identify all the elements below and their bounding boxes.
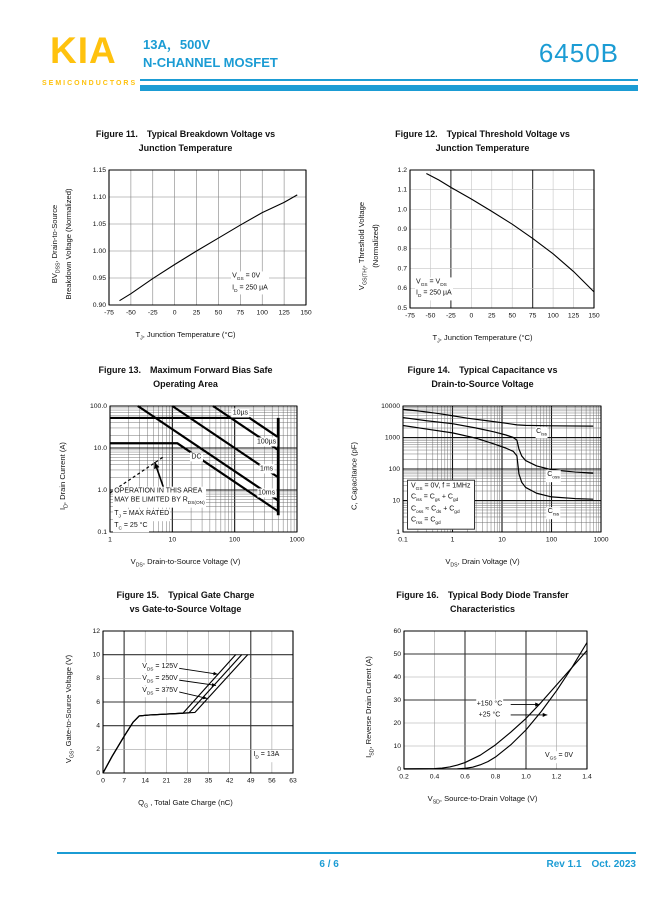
fig14-annotation-1: $C_{iss}$ xyxy=(536,427,548,438)
fig11-title: Figure 11. Typical Breakdown Voltage vs Junction Temperature xyxy=(95,129,276,153)
fig12-x-axis-title: $T_J$, Junction Temperature (°C) xyxy=(432,332,533,345)
figure-block-fig15 xyxy=(44,589,327,809)
fig16-annotation-0: +150 °C xyxy=(476,700,503,708)
fig13-y-axis-title: $I_D$, Drain Current (A) xyxy=(57,442,70,511)
fig14-title: Figure 14. Typical Capacitance vs Drain-to-Source Voltage xyxy=(407,365,558,390)
fig11-x-axis-title: $T_J$, Junction Temperature (°C) xyxy=(135,329,236,342)
revision-info xyxy=(536,859,636,870)
fig13-plot-canvas xyxy=(72,398,315,554)
fig12-annotation-0: $V_{GS} = V_{DS}$ $I_D = 250$ µA xyxy=(416,277,452,299)
fig16-y-axis-title: $I_{SD}$, Reverse Drain Current (A) xyxy=(363,655,376,758)
fig13-title: Figure 13. Maximum Forward Bias Safe Operating Area xyxy=(98,365,273,390)
revision-date: Oct. 2023 xyxy=(591,858,636,870)
fig13-x-axis-title: $V_{DS}$, Drain-to-Source Voltage (V) xyxy=(130,557,241,569)
figure-label: Figure 13. xyxy=(98,365,141,376)
fig13-annotation-7: DC xyxy=(191,453,202,461)
fig14-y-axis-title: C, Capacitance (pF) xyxy=(348,442,358,511)
fig15-annotation-2: $V_{DS} = 375V$ xyxy=(142,686,178,697)
page-indicator: 6 / 6 xyxy=(319,858,339,870)
part-number: 6450B xyxy=(538,38,619,68)
figure-block-fig16 xyxy=(341,589,624,809)
fig13-annotation-4: 100µs xyxy=(256,438,277,446)
fig13-annotation-1: $T_J$ = MAX RATED xyxy=(114,510,170,520)
fig13-annotation-3: 10µs xyxy=(232,409,249,417)
kia-logo: KIA xyxy=(50,30,117,71)
fig13-annotation-6: 10ms xyxy=(258,489,276,497)
fig16-annotation-2: $V_{GS} = 0V$ xyxy=(545,752,574,762)
header-rule-thick xyxy=(140,85,638,91)
fig15-plot-canvas xyxy=(77,623,309,795)
fig16-annotation-1: +25 °C xyxy=(478,711,501,719)
fig16-x-axis-title: $V_{SD}$, Source-to-Drain Voltage (V) xyxy=(427,793,538,806)
fig14-x-axis-title: $V_{DS}$, Drain Voltage (V) xyxy=(445,557,520,569)
revision-label: Rev 1.1 xyxy=(546,858,582,870)
fig15-title: Figure 15. Typical Gate Charge vs Gate-to-Source Voltage xyxy=(116,589,255,614)
fig15-y-axis-title: $V_{GS}$, Gate-to-Source Voltage (V) xyxy=(63,654,75,763)
part-description xyxy=(143,36,278,72)
figure-label: Figure 11. xyxy=(95,129,138,139)
part-type: N-CHANNEL MOSFET xyxy=(143,55,278,71)
fig11-y-axis-title: $BV_{DSS}$, Drain-to-Source Breakdown Voltage (Normalized) xyxy=(50,188,74,300)
header-rule-thin xyxy=(140,79,638,81)
fig11-annotation-0: $V_{GS} = 0V$ $I_D = 250$ µA xyxy=(232,272,268,294)
figure-label: Figure 12. xyxy=(395,129,438,139)
fig13-annotation-5: 1ms xyxy=(259,465,274,473)
fig12-plot-canvas xyxy=(382,162,610,330)
fig14-plot-canvas xyxy=(361,398,619,554)
figure-label: Figure 14. xyxy=(407,365,451,376)
fig14-annotation-3: $C_{rss}$ xyxy=(547,508,560,518)
figure-grid xyxy=(44,128,624,809)
fig13-annotation-2: $T_C = 25$ °C xyxy=(114,521,148,532)
kia-logo-subtext: SEMICONDUCTORS xyxy=(42,80,138,87)
footer-divider xyxy=(57,852,636,854)
fig13-annotation-0: OPERATION IN THIS AREA MAY BE LIMITED BY $R_{DS(ON)}$ xyxy=(114,487,205,507)
figure-label: Figure 15. xyxy=(116,589,160,600)
figure-block-fig13 xyxy=(44,364,327,568)
page-footer xyxy=(57,852,636,873)
fig15-annotation-3: $I_D = 13A$ xyxy=(253,751,280,761)
fig12-title: Figure 12. Typical Threshold Voltage vs Junction Temperature xyxy=(395,129,570,153)
fig15-annotation-0: $V_{DS} = 125V$ xyxy=(142,662,178,673)
fig15-x-axis-title: $Q_G$ , Total Gate Charge (nC) xyxy=(138,797,233,810)
figure-block-fig14 xyxy=(341,364,624,568)
figure-label: Figure 16. xyxy=(396,589,439,600)
fig16-title: Figure 16. Typical Body Diode Transfer Characteristics xyxy=(396,589,569,614)
fig11-plot-canvas xyxy=(75,162,322,327)
part-rating: 13A，500V xyxy=(143,37,211,52)
fig14-annotation-0: $V_{GS} = 0V$, f = 1MHz $C_{iss} = C_{gs} + C_{gd}$ $C_{oss} \approx C_{ds} + C_{gd}$ $C_{rss} = C_{gd}$ xyxy=(407,479,475,529)
figure-block-fig11 xyxy=(44,128,327,344)
page-header xyxy=(0,0,649,100)
figure-block-fig12 xyxy=(341,128,624,344)
fig14-annotation-2: $C_{oss}$ xyxy=(547,471,560,481)
fig15-annotation-1: $V_{DS} = 250V$ xyxy=(142,674,178,685)
fig12-y-axis-title: $V_{GS(TH)}$, Threshold Voltage (Normalized) xyxy=(356,201,380,290)
